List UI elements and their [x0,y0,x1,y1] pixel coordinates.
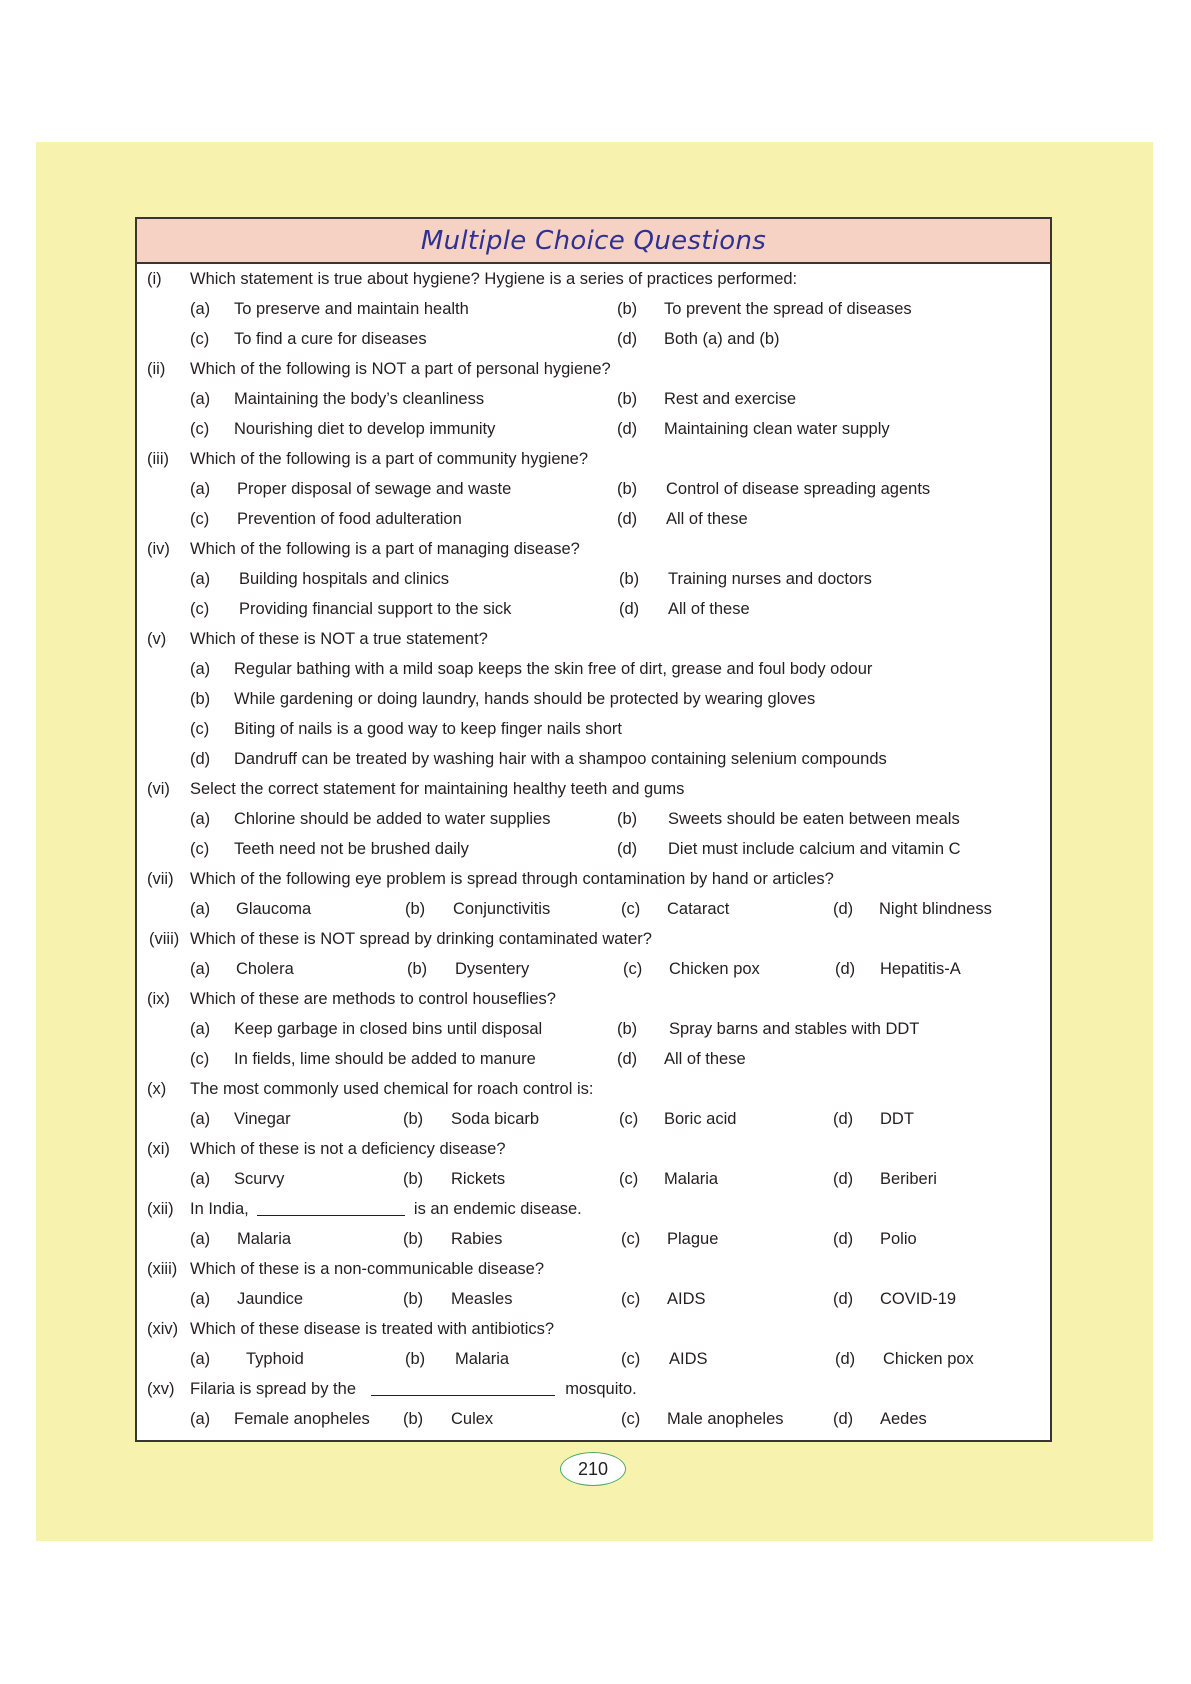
option-text: Providing financial support to the sick [239,600,512,618]
option-text: Maintaining clean water supply [664,420,890,438]
question-text: Which of the following is NOT a part of personal hygiene? [190,360,611,378]
option-text: While gardening or doing laundry, hands should be protected by wearing gloves [234,690,816,708]
mcq-box [135,217,1052,1442]
option-label: (c) [190,840,210,858]
question-text: Which of these is not a deficiency disease? [190,1140,506,1158]
option-label: (a) [190,1110,211,1128]
question-number: (xiv) [147,1320,179,1338]
option-text: AIDS [667,1290,706,1308]
option-text: Control of disease spreading agents [666,480,931,498]
option-label: (b) [403,1230,424,1248]
option-label: (d) [617,330,638,348]
option-label: (d) [835,960,856,978]
question-number: (ix) [147,990,170,1008]
option-text: Rest and exercise [664,390,797,408]
question-number: (vi) [147,780,170,798]
option-text: Both (a) and (b) [664,330,780,348]
option-label: (a) [190,900,211,918]
question-text: Which of these is NOT spread by drinking contaminated water? [190,930,652,948]
question-text: Which of the following is a part of managing disease? [190,540,580,558]
question-text-after-blank: is an endemic disease. [413,1200,582,1218]
option-text: Cholera [236,960,294,978]
option-text: Chlorine should be added to water supplies [234,810,551,828]
question-text: Which statement is true about hygiene? Hygiene is a series of practices performed: [190,270,798,288]
option-text: Biting of nails is a good way to keep finger nails short [234,720,622,738]
option-label: (d) [617,1050,638,1068]
option-label: (d) [833,1410,854,1428]
question-text-after-blank: mosquito. [565,1380,637,1398]
option-text: Female anopheles [234,1410,370,1428]
option-text: Polio [880,1230,917,1248]
option-label: (b) [190,690,211,708]
option-label: (b) [617,390,638,408]
option-label: (c) [190,720,210,738]
option-text: In fields, lime should be added to manure [234,1050,536,1068]
option-label: (c) [190,600,210,618]
option-text: AIDS [669,1350,708,1368]
option-text: Cataract [667,900,730,918]
option-text: Chicken pox [883,1350,974,1368]
option-text: Sweets should be eaten between meals [668,810,960,828]
option-text: Nourishing diet to develop immunity [234,420,496,438]
option-label: (b) [617,480,638,498]
option-text: Diet must include calcium and vitamin C [668,840,961,858]
option-text: Jaundice [237,1290,304,1308]
option-text: To find a cure for diseases [234,330,427,348]
option-label: (b) [403,1170,424,1188]
option-text: All of these [668,600,750,618]
option-label: (a) [190,1230,211,1248]
option-label: (b) [405,1350,426,1368]
option-label: (c) [621,1350,641,1368]
option-text: Measles [451,1290,513,1308]
option-label: (b) [617,810,638,828]
option-label: (d) [190,750,211,768]
question-number: (i) [147,270,162,288]
option-text: Dysentery [455,960,530,978]
option-text: Proper disposal of sewage and waste [237,480,512,498]
option-text: To preserve and maintain health [234,300,469,318]
option-label: (c) [621,1410,641,1428]
option-label: (a) [190,1290,211,1308]
option-label: (d) [617,420,638,438]
question-text: Which of these are methods to control houseflies? [190,990,556,1008]
option-label: (c) [621,1290,641,1308]
question-text: Which of the following is a part of community hygiene? [190,450,589,468]
option-label: (a) [190,570,211,588]
option-label: (a) [190,810,211,828]
question-text-before-blank: In India, [190,1200,249,1218]
question-text-before-blank: Filaria is spread by the [190,1380,356,1398]
option-text: Night blindness [879,900,992,918]
option-label: (d) [835,1350,856,1368]
option-text: COVID-19 [880,1290,957,1308]
question-text: Which of these is a non-communicable disease? [190,1260,545,1278]
option-label: (d) [833,1230,854,1248]
option-label: (a) [190,1170,211,1188]
question-text [190,1194,582,1224]
page-title: Multiple Choice Questions [420,225,767,256]
option-text: Beriberi [880,1170,937,1188]
option-label: (a) [190,1020,211,1038]
option-label: (c) [190,330,210,348]
question-number: (viii) [149,930,180,948]
option-label: (c) [190,510,210,528]
option-label: (a) [190,480,211,498]
question-number: (vii) [147,870,174,888]
option-label: (c) [621,1230,641,1248]
question-text: The most commonly used chemical for roach control is: [190,1080,594,1098]
option-text: Dandruff can be treated by washing hair with a shampoo containing selenium compounds [234,750,887,768]
option-label: (c) [621,900,641,918]
option-label: (b) [403,1290,424,1308]
option-text: Rabies [451,1230,503,1248]
option-text: Plague [667,1230,719,1248]
question-text [190,1374,637,1404]
option-label: (a) [190,1350,211,1368]
question-number: (iii) [147,450,169,468]
option-label: (d) [833,900,854,918]
option-label: (a) [190,390,211,408]
title-band [137,219,1050,264]
option-text: All of these [664,1050,746,1068]
question-number: (xii) [147,1200,174,1218]
option-text: Malaria [455,1350,510,1368]
option-label: (b) [617,1020,638,1038]
question-text: Which of the following eye problem is spread through contamination by hand or articles? [190,870,834,888]
option-label: (b) [403,1410,424,1428]
option-text: Culex [451,1410,494,1428]
option-text: Building hospitals and clinics [239,570,450,588]
option-label: (a) [190,960,211,978]
option-label: (b) [407,960,428,978]
option-label: (d) [619,600,640,618]
question-number: (xiii) [147,1260,178,1278]
option-label: (c) [190,420,210,438]
option-text: Soda bicarb [451,1110,540,1128]
option-label: (d) [617,510,638,528]
option-text: Training nurses and doctors [668,570,872,588]
option-text: Conjunctivitis [453,900,551,918]
option-label: (c) [623,960,643,978]
option-text: Regular bathing with a mild soap keeps the skin free of dirt, grease and foul body odour [234,660,873,678]
option-label: (b) [619,570,640,588]
option-text: Chicken pox [669,960,760,978]
option-label: (c) [190,1050,210,1068]
option-text: Spray barns and stables with DDT [669,1020,920,1038]
option-label: (d) [617,840,638,858]
answer-blank [371,1379,555,1396]
option-label: (a) [190,660,211,678]
option-text: Hepatitis-A [880,960,961,978]
option-text: Typhoid [246,1350,304,1368]
option-label: (a) [190,1410,211,1428]
option-text: To prevent the spread of diseases [664,300,912,318]
option-text: Male anopheles [667,1410,784,1428]
question-number: (ii) [147,360,166,378]
option-text: Teeth need not be brushed daily [234,840,469,858]
option-text: Maintaining the body’s cleanliness [234,390,485,408]
option-label: (c) [619,1110,639,1128]
option-text: Vinegar [234,1110,291,1128]
option-label: (b) [617,300,638,318]
answer-blank [257,1199,405,1216]
question-number: (xi) [147,1140,170,1158]
question-number: (x) [147,1080,167,1098]
option-text: Glaucoma [236,900,312,918]
option-text: DDT [880,1110,914,1128]
option-text: Keep garbage in closed bins until disposal [234,1020,543,1038]
question-text: Which of these is NOT a true statement? [190,630,488,648]
option-text: All of these [666,510,748,528]
question-number: (iv) [147,540,170,558]
option-text: Boric acid [664,1110,737,1128]
question-number: (xv) [147,1380,175,1398]
option-text: Rickets [451,1170,506,1188]
page-number: 210 [560,1452,626,1486]
option-text: Aedes [880,1410,927,1428]
option-label: (b) [403,1110,424,1128]
option-label: (a) [190,300,211,318]
option-label: (d) [833,1170,854,1188]
option-text: Malaria [664,1170,719,1188]
option-label: (b) [405,900,426,918]
question-text: Select the correct statement for maintaining healthy teeth and gums [190,780,685,798]
option-text: Scurvy [234,1170,285,1188]
question-number: (v) [147,630,167,648]
option-label: (d) [833,1290,854,1308]
option-text: Prevention of food adulteration [237,510,462,528]
option-label: (d) [833,1110,854,1128]
question-text: Which of these disease is treated with antibiotics? [190,1320,555,1338]
option-text: Malaria [237,1230,292,1248]
option-label: (c) [619,1170,639,1188]
